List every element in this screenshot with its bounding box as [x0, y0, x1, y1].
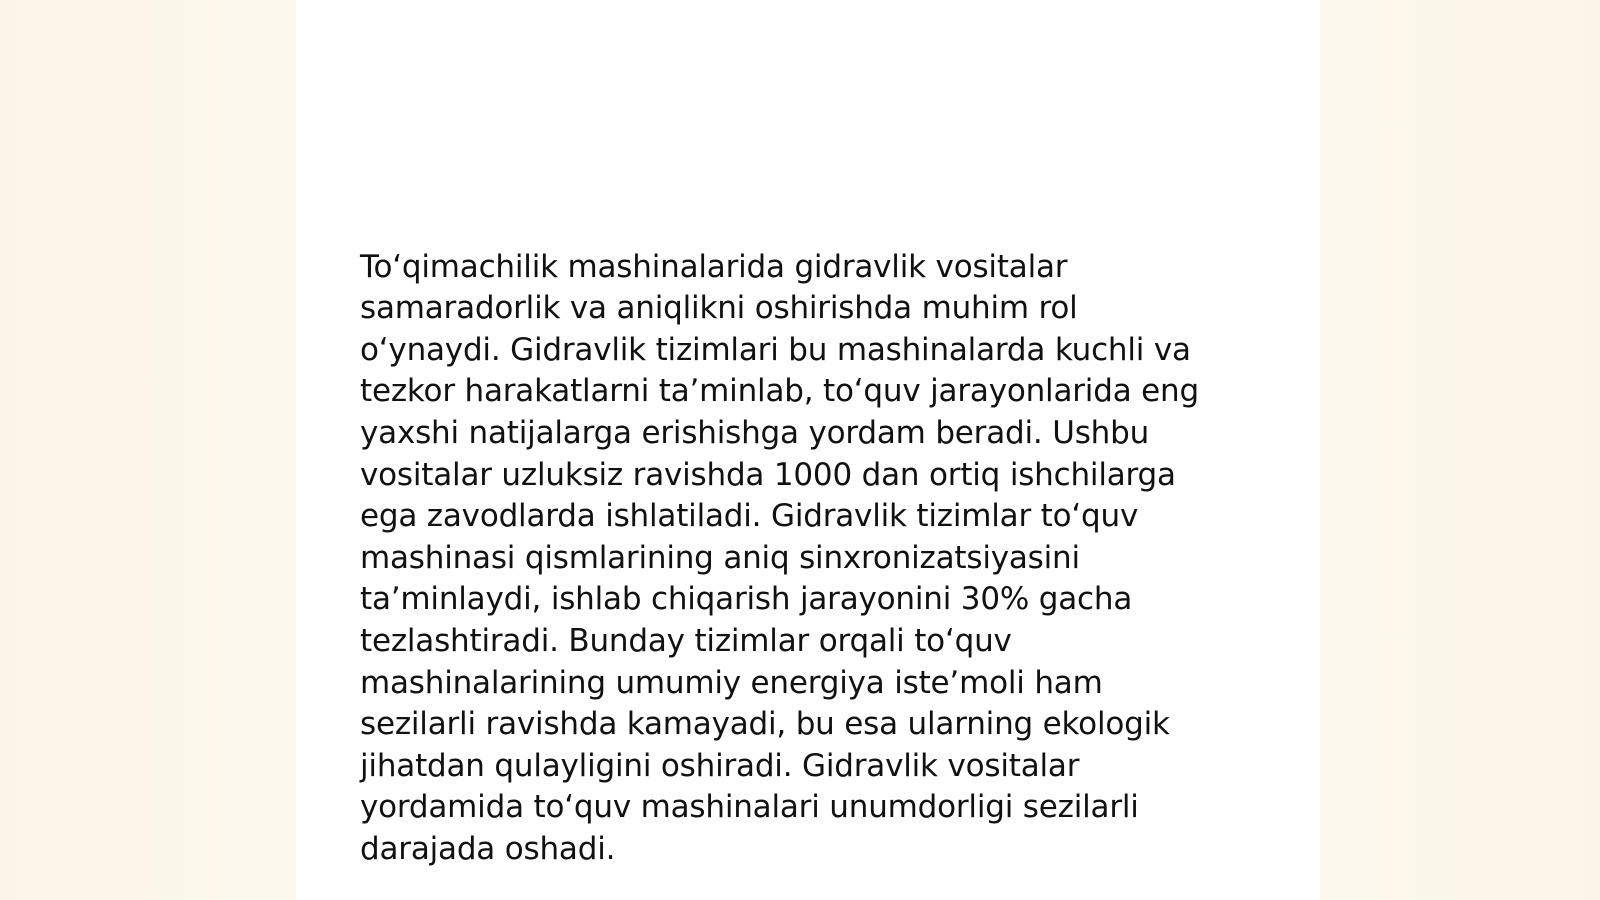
- paragraph-line: yordamida to‘quv mashinalari unumdorligi sezilarli: [360, 789, 1139, 826]
- paragraph-line: tezkor harakatlarni ta’minlab, to‘quv jarayonlarida eng: [360, 373, 1199, 410]
- paragraph-line: mashinasi qismlarining aniq sinxronizatsiyasini: [360, 539, 1080, 576]
- paragraph-line: darajada oshadi.: [360, 830, 616, 867]
- paragraph-line: mashinalarining umumiy energiya iste’moli ham: [360, 664, 1103, 701]
- paragraph-line: vositalar uzluksiz ravishda 1000 dan ortiq ishchilarga: [360, 456, 1176, 493]
- paragraph-line: samaradorlik va aniqlikni oshirishda muhim rol: [360, 290, 1078, 327]
- paragraph-line: o‘ynaydi. Gidravlik tizimlari bu mashinalarda kuchli va: [360, 331, 1191, 368]
- paragraph-line: jihatdan qulayligini oshiradi. Gidravlik vositalar: [360, 747, 1080, 784]
- paragraph-line: sezilarli ravishda kamayadi, bu esa ularning ekologik: [360, 706, 1170, 743]
- paragraph-line: ta’minlaydi, ishlab chiqarish jarayonini 30% gacha: [360, 581, 1133, 618]
- paragraph-line: tezlashtiradi. Bunday tizimlar orqali to‘quv: [360, 622, 1012, 659]
- paragraph-line: ega zavodlarda ishlatiladi. Gidravlik tizimlar to‘quv: [360, 498, 1139, 535]
- paragraph-line: yaxshi natijalarga erishishga yordam beradi. Ushbu: [360, 414, 1150, 451]
- document-page: [296, 0, 1320, 900]
- paragraph-line: To‘qimachilik mashinalarida gidravlik vositalar: [360, 248, 1068, 285]
- body-paragraph: [360, 205, 1260, 871]
